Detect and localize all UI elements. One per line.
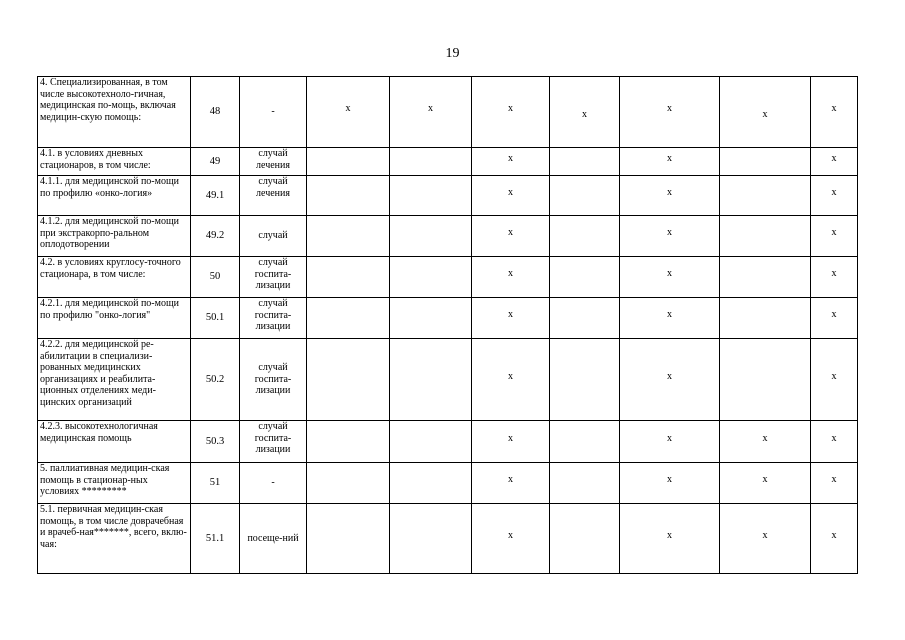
row-name: 4.1. в условиях дневных стационаров, в том числе: <box>38 148 191 176</box>
row-name: 5. паллиативная медицин-ская помощь в стационар-ных условиях ********* <box>38 463 191 504</box>
row-name: 4.2.1. для медицинской по-мощи по профилю "онко-логия" <box>38 298 191 339</box>
row-cell: х <box>811 298 858 339</box>
row-name: 5.1. первичная медицин-ская помощь, в том числе доврачебная и врачеб-ная*******, всего, вклю-чая: <box>38 504 191 574</box>
row-cell: х <box>620 257 720 298</box>
row-name: 4.2. в условиях круглосу-точного стационара, в том числе: <box>38 257 191 298</box>
row-cell <box>390 176 472 216</box>
row-cell <box>720 148 811 176</box>
row-code: 49 <box>191 148 240 176</box>
table-row <box>38 298 858 339</box>
row-cell: х <box>720 463 811 504</box>
row-cell: х <box>620 463 720 504</box>
row-cell <box>307 216 390 257</box>
table-row <box>38 504 858 574</box>
row-cell: х <box>472 148 550 176</box>
row-cell <box>550 421 620 463</box>
row-cell <box>720 257 811 298</box>
row-cell <box>720 176 811 216</box>
row-cell: х <box>472 421 550 463</box>
table-row <box>38 216 858 257</box>
row-cell: х <box>811 77 858 148</box>
row-cell: х <box>811 421 858 463</box>
row-cell <box>720 216 811 257</box>
row-name: 4.2.3. высокотехнологичная медицинская помощь <box>38 421 191 463</box>
row-cell: х <box>307 77 390 148</box>
row-cell: х <box>472 504 550 574</box>
row-cell: х <box>472 298 550 339</box>
row-name: 4.2.2. для медицинской ре-абилитации в специализи-рованных медицинских организациях и реабилита-ционных отделениях меди-цинских организаций <box>38 339 191 421</box>
row-cell <box>390 148 472 176</box>
page-number: 19 <box>445 46 460 61</box>
row-name: 4. Специализированная, в том числе высокотехноло-гичная, медицинская по-мощь, включая медицин-скую помощь: <box>38 77 191 148</box>
row-cell <box>390 339 472 421</box>
row-cell <box>307 176 390 216</box>
row-cell <box>307 339 390 421</box>
row-cell <box>307 421 390 463</box>
row-cell: х <box>472 463 550 504</box>
row-code: 50.3 <box>191 421 240 463</box>
row-cell <box>390 421 472 463</box>
row-code: 51.1 <box>191 504 240 574</box>
row-cell <box>550 148 620 176</box>
row-cell: х <box>472 176 550 216</box>
row-unit: случай госпита-лизации <box>240 421 307 463</box>
row-unit: случай лечения <box>240 148 307 176</box>
row-cell: х <box>620 216 720 257</box>
row-cell <box>550 257 620 298</box>
row-cell: х <box>811 148 858 176</box>
row-cell: х <box>472 216 550 257</box>
row-cell: х <box>811 176 858 216</box>
row-code: 48 <box>191 77 240 148</box>
tariff-table <box>37 76 858 574</box>
row-cell: х <box>811 339 858 421</box>
row-unit: случай госпита-лизации <box>240 339 307 421</box>
row-unit: случай лечения <box>240 176 307 216</box>
row-unit: - <box>240 77 307 148</box>
table-row <box>38 339 858 421</box>
row-cell <box>307 463 390 504</box>
row-cell <box>550 216 620 257</box>
row-cell <box>390 216 472 257</box>
row-cell: х <box>390 77 472 148</box>
row-cell: х <box>620 421 720 463</box>
row-cell: х <box>620 176 720 216</box>
row-cell: х <box>472 257 550 298</box>
row-cell <box>307 298 390 339</box>
row-name: 4.1.2. для медицинской по-мощи при экстракорпо-ральном оплодотворении <box>38 216 191 257</box>
row-unit: - <box>240 463 307 504</box>
table-row <box>38 257 858 298</box>
row-cell <box>390 463 472 504</box>
row-cell <box>550 298 620 339</box>
row-cell <box>307 148 390 176</box>
row-cell <box>390 298 472 339</box>
row-cell <box>720 298 811 339</box>
row-code: 50 <box>191 257 240 298</box>
table-row <box>38 463 858 504</box>
row-cell: х <box>720 421 811 463</box>
table-row <box>38 176 858 216</box>
row-cell: х <box>472 339 550 421</box>
row-code: 49.2 <box>191 216 240 257</box>
row-unit: случай госпита-лизации <box>240 298 307 339</box>
row-code: 50.1 <box>191 298 240 339</box>
row-cell <box>550 504 620 574</box>
row-unit: случай госпита-лизации <box>240 257 307 298</box>
row-cell <box>307 257 390 298</box>
row-cell: х <box>720 504 811 574</box>
row-unit: случай <box>240 216 307 257</box>
row-cell: х <box>811 257 858 298</box>
table-row <box>38 77 858 148</box>
row-cell <box>720 339 811 421</box>
row-cell: х <box>620 504 720 574</box>
row-cell: х <box>720 77 811 148</box>
row-cell: х <box>620 77 720 148</box>
table-row <box>38 148 858 176</box>
row-cell: х <box>811 216 858 257</box>
row-code: 51 <box>191 463 240 504</box>
row-cell: х <box>811 504 858 574</box>
row-cell <box>390 504 472 574</box>
row-name: 4.1.1. для медицинской по-мощи по профилю «онко-логия» <box>38 176 191 216</box>
row-code: 49.1 <box>191 176 240 216</box>
row-cell: х <box>620 148 720 176</box>
row-cell <box>550 176 620 216</box>
row-unit: посеще-ний <box>240 504 307 574</box>
row-cell <box>550 339 620 421</box>
row-cell: х <box>620 339 720 421</box>
row-cell: х <box>811 463 858 504</box>
row-cell <box>550 463 620 504</box>
row-cell <box>390 257 472 298</box>
row-cell <box>307 504 390 574</box>
row-cell: х <box>472 77 550 148</box>
row-cell: х <box>550 77 620 148</box>
row-cell: х <box>620 298 720 339</box>
row-code: 50.2 <box>191 339 240 421</box>
table-row <box>38 421 858 463</box>
